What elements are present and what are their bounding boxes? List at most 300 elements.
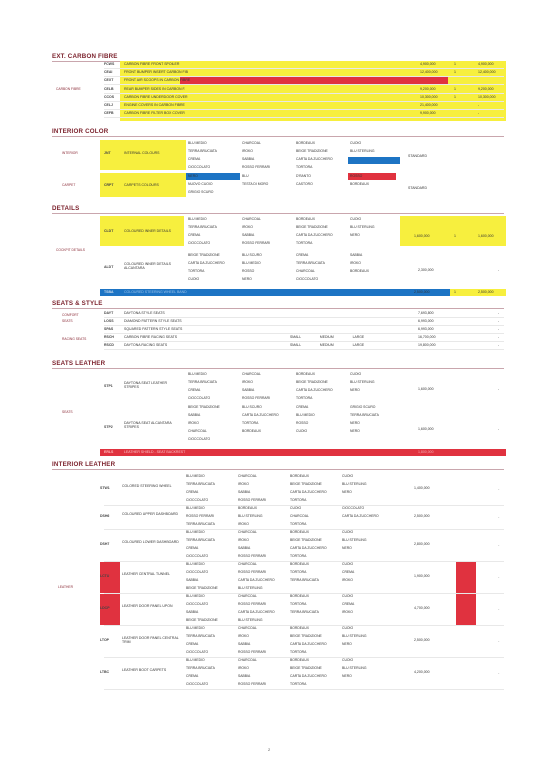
grid-cell: CREMA: [186, 546, 199, 550]
grid-cell: BEIGE TRADIZIONE: [186, 586, 218, 590]
grid-cell: TORTORA: [290, 602, 307, 606]
price: 2,500,000: [414, 638, 430, 642]
grid-cell: IROKO: [242, 149, 253, 153]
highlight-band: [348, 157, 400, 164]
grid-cell: NERO: [350, 429, 360, 433]
divider: [104, 117, 504, 118]
option-code: DSH6: [100, 514, 110, 518]
price-total: 2,500,000: [478, 290, 494, 294]
category-label: RACING SEATS: [62, 337, 87, 341]
grid-cell: IROKO: [350, 261, 361, 265]
option-desc: LEATHER CENTRAL TUNNEL: [122, 572, 170, 576]
category-label: SEATS: [62, 410, 73, 414]
grid-cell: CARTA DA ZUCCHERO: [290, 546, 327, 550]
category-label: LEATHER: [58, 585, 73, 589]
grid-cell: TORTORA: [242, 421, 259, 425]
grid-cell: BLU STERLING: [350, 149, 375, 153]
qty: 1: [454, 234, 456, 238]
grid-cell: BLU STERLING: [342, 482, 367, 486]
grid-cell: CARTA DA ZUCCHERO: [290, 674, 327, 678]
option-code: DAYT: [104, 311, 114, 315]
price: 10,300,000: [420, 94, 438, 99]
section-title: SEATS LEATHER: [52, 360, 106, 367]
highlight-band: [400, 216, 506, 246]
grid-cell: BLU STERLING: [238, 514, 263, 518]
grid-cell: GRIGIO SCURO: [350, 405, 376, 409]
category-label: SEATS: [62, 319, 73, 323]
section-title: SEATS & STYLE: [52, 300, 103, 307]
option-code: LCTU: [100, 574, 110, 578]
option-desc: DIAMOND PATTERN STYLE SEATS: [124, 319, 182, 323]
price-total: -: [498, 319, 500, 323]
qty: 1: [454, 62, 456, 66]
grid-cell: ROSSO FERRARI: [238, 570, 267, 574]
grid-cell: BLU MEDIO: [188, 372, 207, 376]
grid-cell: CREMA: [296, 405, 309, 409]
option-desc: DAYTONA SEAT ALCANTARA STRIPES: [124, 421, 172, 429]
grid-cell: TORTORA: [290, 570, 307, 574]
grid-cell: CIOCCOLATO: [186, 650, 209, 654]
grid-cell: ROSSO FERRARI: [238, 554, 267, 558]
grid-cell: BORDEAUX: [296, 372, 316, 376]
qty: 1: [454, 94, 456, 99]
grid-cell: BORDEAUX: [296, 141, 316, 145]
price: 9,200,000: [420, 86, 436, 91]
grid-cell: TERRA BRUCIATA: [296, 261, 325, 265]
grid-cell: BORDEAUX: [290, 594, 310, 598]
grid-cell: BLU SCURO: [242, 253, 262, 257]
option-desc: LEATHER DOOR PANEL CENTRAL TRIM: [122, 636, 179, 644]
option-code: ALDT: [104, 265, 114, 269]
grid-cell: TERRA BRUCIATA: [188, 149, 217, 153]
option-code: STP1: [104, 384, 113, 388]
price: 4,700,000: [414, 606, 430, 610]
grid-cell: CHARCOAL: [242, 217, 261, 221]
option-code: RSCH: [104, 335, 114, 339]
grid-cell: CHARCOAL: [296, 269, 315, 273]
grid-cell: ROSSO FERRARI: [238, 650, 267, 654]
grid-cell: SABBIA: [242, 233, 255, 237]
divider: [104, 101, 504, 102]
option-code: DSH7: [100, 542, 110, 546]
price: 1,400,000: [414, 486, 430, 490]
grid-cell: CARTA DA ZUCCHERO: [238, 610, 275, 614]
grid-cell: TORTORA: [296, 396, 313, 400]
grid-cell: CREMA: [342, 570, 355, 574]
option-code: STP2: [104, 425, 113, 429]
grid-cell: CHARCOAL: [238, 626, 257, 630]
grid-cell: BLU MEDIO: [188, 217, 207, 221]
divider: [104, 93, 504, 94]
grid-cell: BEIGE TRADIZIONE: [296, 380, 328, 384]
divider: [104, 84, 504, 85]
qty: 1: [454, 290, 456, 294]
price: 1,800,000: [418, 450, 434, 454]
grid-cell: CASTORO: [296, 182, 313, 186]
grid-cell: NERO: [342, 490, 352, 494]
grid-cell: BORDEAUX: [238, 506, 258, 510]
grid-cell: CIOCCOLATO: [188, 437, 211, 441]
grid-cell: NERO: [350, 421, 360, 425]
grid-cell: CREMA: [296, 253, 309, 257]
grid-cell: CARTA DA ZUCCHERO: [296, 388, 333, 392]
grid-cell: ROSSO FERRARI: [238, 602, 267, 606]
price: 2,500,000: [414, 514, 430, 518]
price: 16,700,000: [418, 335, 436, 339]
grid-cell: CARTA DA ZUCCHERO: [342, 514, 379, 518]
grid-cell: BLU MEDIO: [186, 474, 205, 478]
price: 6,993,000: [418, 319, 434, 323]
grid-cell: CARTA DA ZUCCHERO: [242, 413, 279, 417]
option-desc: LEATHER DOOR PANEL UPON: [122, 604, 173, 608]
divider: [52, 308, 504, 309]
price-total: -: [498, 327, 500, 331]
grid-cell: BEIGE TRADIZIONE: [290, 482, 322, 486]
grid-cell: BEIGE TRADIZIONE: [290, 666, 322, 670]
price: 9,900,000: [420, 111, 436, 116]
grid-cell: CREMA: [188, 388, 201, 392]
grid-cell: CUOIO: [342, 626, 354, 630]
divider: [52, 368, 504, 369]
divider: [52, 136, 504, 137]
price-total: 10,300,000: [478, 94, 496, 99]
price: 6,993,000: [418, 327, 434, 331]
grid-cell: TORTORA: [296, 241, 313, 245]
option-desc: COLOURED UPPER DASHBOARD: [122, 512, 179, 516]
grid-cell: ROSSO: [242, 269, 255, 273]
grid-cell: SABBIA: [188, 413, 201, 417]
price: 2,300,000: [418, 268, 434, 272]
grid-cell: BORDEAUX: [290, 658, 310, 662]
grid-cell: CUOIO: [350, 141, 362, 145]
grid-cell: CREMA: [188, 233, 201, 237]
option-desc: SQUARED PATTERN STYLE SEATS: [124, 327, 183, 331]
grid-cell: CUOIO: [342, 594, 354, 598]
price: 2,500,000: [414, 290, 430, 294]
grid-cell: BLU MEDIO: [186, 594, 205, 598]
grid-cell: NUOVO CUOIO: [188, 182, 213, 186]
grid-cell: TERRA BRUCIATA: [188, 225, 217, 229]
grid-cell: IROKO: [242, 225, 253, 229]
option-code: CEXT: [104, 78, 114, 83]
option-code: TSBA: [104, 290, 114, 294]
grid-cell: SABBIA: [238, 546, 251, 550]
grid-cell: IROKO: [242, 380, 253, 384]
grid-cell: TERRA BRUCIATA: [290, 578, 319, 582]
grid-cell: CIOCCOLATO: [342, 506, 365, 510]
grid-cell: BLU MEDIO: [186, 530, 205, 534]
price: STANDARD: [408, 154, 427, 158]
grid-cell: NERO: [188, 174, 198, 178]
section-title: EXT. CARBON FIBRE: [52, 53, 118, 60]
grid-cell: CREMA: [186, 642, 199, 646]
option-code: LTOP: [100, 638, 110, 642]
option-code: LOSS: [104, 319, 114, 323]
grid-cell: BLU STERLING: [342, 666, 367, 670]
grid-cell: BEIGE TRADIZIONE: [188, 405, 220, 409]
grid-cell: BEIGE TRADIZIONE: [188, 253, 220, 257]
grid-cell: CUOIO: [188, 277, 200, 281]
price-total: -: [498, 311, 500, 315]
qty: 1: [454, 86, 456, 91]
grid-cell: BLU STERLING: [350, 380, 375, 384]
grid-cell: BLU STERLING: [350, 225, 375, 229]
grid-cell: GRIGIO SCURO: [188, 190, 214, 194]
price-total: 4,900,000: [478, 62, 494, 66]
price: 12,400,000: [420, 70, 438, 75]
grid-cell: CUOIO: [290, 506, 302, 510]
option-desc: ENGINE COVERS IN CARBON FIBRE: [124, 103, 185, 107]
grid-cell: ROSSO FERRARI: [238, 498, 267, 502]
size-options: SMALL MEDIUM LARGE: [290, 335, 365, 339]
grid-cell: BEIGE TRADIZIONE: [290, 634, 322, 638]
divider: [104, 505, 504, 506]
price: 4,900,000: [420, 62, 436, 66]
grid-cell: NERO: [242, 277, 252, 281]
category-label: INTERIOR: [62, 151, 78, 155]
qty: 1: [454, 70, 456, 75]
grid-cell: TERRA BRUCIATA: [290, 610, 319, 614]
option-desc: FRONT BUMPER INSERT CARBON FIB: [124, 70, 188, 75]
grid-cell: BEIGE TRADIZIONE: [186, 618, 218, 622]
grid-cell: IROKO: [238, 634, 249, 638]
grid-cell: BLU STERLING: [342, 634, 367, 638]
option-code: CLDT: [104, 229, 114, 233]
option-code: CRPT: [104, 183, 114, 187]
grid-cell: NERO: [350, 388, 360, 392]
option-desc: CARBON FIBRE UNDERDOOR COVER: [124, 94, 188, 99]
divider: [104, 333, 504, 334]
grid-cell: CIOCCOLATO: [186, 554, 209, 558]
grid-cell: IROKO: [238, 482, 249, 486]
divider: [52, 469, 504, 470]
grid-cell: TORTORA: [188, 269, 205, 273]
grid-cell: CHARCOAL: [290, 514, 309, 518]
grid-cell: IROKO: [342, 610, 353, 614]
grid-cell: ROSSO FERRARI: [242, 396, 271, 400]
grid-cell: TORTORA: [290, 498, 307, 502]
grid-cell: TESTA DI MORO: [242, 182, 269, 186]
grid-cell: NERO: [342, 674, 352, 678]
option-desc: COLOURED LOWER DASHBOARD: [122, 540, 179, 544]
grid-cell: BORDEAUX: [350, 182, 370, 186]
dash: -: [498, 638, 500, 643]
highlight-band: [456, 562, 476, 593]
grid-cell: SABBIA: [238, 674, 251, 678]
grid-cell: CHARCOAL: [242, 141, 261, 145]
grid-cell: CREMA: [342, 602, 355, 606]
divider: [104, 341, 504, 342]
option-code: CELJ: [104, 103, 113, 107]
option-desc: INTERNAL COLOURS: [124, 151, 160, 155]
grid-cell: BORDEAUX: [290, 530, 310, 534]
divider: [104, 317, 504, 318]
option-desc: REAR BUMPER SIDES IN CARBON F.: [124, 86, 186, 91]
grid-cell: ROSSO FERRARI: [242, 165, 271, 169]
grid-cell: IROKO: [238, 666, 249, 670]
grid-cell: CUOIO: [296, 429, 308, 433]
grid-cell: CARTA DA ZUCCHERO: [290, 642, 327, 646]
grid-cell: CARTA DA ZUCCHERO: [296, 157, 333, 161]
grid-cell: BORDEAUX: [350, 269, 370, 273]
option-desc: COLORED STEERING WHEEL: [122, 484, 172, 488]
grid-cell: BORDEAUX: [296, 217, 316, 221]
grid-cell: TORTORA: [290, 522, 307, 526]
grid-cell: CHARCOAL: [238, 562, 257, 566]
dash: -: [498, 574, 500, 579]
grid-cell: CIOCCOLATO: [186, 570, 209, 574]
price-total: 12,400,000: [478, 70, 496, 75]
grid-cell: CIOCCOLATO: [186, 602, 209, 606]
grid-cell: BORDEAUX: [290, 626, 310, 630]
grid-cell: TERRA BRUCIATA: [188, 380, 217, 384]
price-total: -: [498, 268, 500, 272]
grid-cell: BLU STERLING: [238, 586, 263, 590]
option-desc: COLOURED INNER DETAILS ALCANTARA: [124, 262, 171, 270]
grid-cell: BEIGE TRADIZIONE: [290, 538, 322, 542]
grid-cell: CUOIO: [342, 530, 354, 534]
grid-cell: TERRA BRUCIATA: [186, 538, 215, 542]
page-number: 2: [268, 747, 271, 752]
category-label: CARPET: [62, 183, 76, 187]
option-desc: COLOURED INNER DETAILS: [124, 229, 171, 233]
grid-cell: SABBIA: [238, 490, 251, 494]
option-desc: DAYTONA STYLE SEATS: [124, 311, 165, 315]
option-code: ERLS: [104, 450, 114, 454]
price: 1,900,000: [414, 574, 430, 578]
option-code: JNT: [104, 151, 111, 155]
option-code: LTBC: [100, 670, 110, 674]
grid-cell: BLU MEDIO: [186, 658, 205, 662]
grid-cell: IROKO: [188, 421, 199, 425]
grid-cell: BLU MEDIO: [186, 626, 205, 630]
price-total: -: [498, 387, 500, 391]
grid-cell: BORDEAUX: [290, 474, 310, 478]
option-desc: FRONT AIR SCOOPS IN CARBON FIBRE: [124, 78, 191, 83]
grid-cell: SABBIA: [186, 578, 199, 582]
grid-cell: CHARCOAL: [238, 474, 257, 478]
option-desc: CARBON FIBRE FRONT SPOILER: [124, 62, 180, 66]
grid-cell: ROSSO: [296, 421, 309, 425]
price-total: -: [498, 335, 500, 339]
dash: -: [498, 606, 500, 611]
option-code: CEAI: [104, 70, 113, 75]
grid-cell: ROSSO FERRARI: [186, 514, 215, 518]
grid-cell: SABBIA: [238, 642, 251, 646]
grid-cell: SABBIA: [186, 610, 199, 614]
highlight-band: [456, 594, 476, 625]
grid-cell: CREMA: [186, 674, 199, 678]
divider: [104, 689, 504, 690]
option-code: CCOS: [104, 94, 115, 99]
price: 1,600,000: [418, 427, 434, 431]
grid-cell: BLU MEDIO: [186, 506, 205, 510]
divider: [52, 213, 504, 214]
grid-cell: CARTA DA ZUCCHERO: [290, 490, 327, 494]
option-code: LDCP: [100, 606, 110, 610]
grid-cell: CHARCOAL: [238, 530, 257, 534]
divider: [104, 325, 504, 326]
price: 19,800,000: [418, 343, 436, 347]
grid-cell: CREMA: [188, 157, 201, 161]
grid-cell: TORTORA: [290, 682, 307, 686]
grid-cell: BLU MEDIO: [296, 413, 315, 417]
grid-cell: CREMA: [186, 490, 199, 494]
grid-cell: IROKO: [238, 538, 249, 542]
grid-cell: ROSSO: [350, 174, 363, 178]
grid-cell: CUOIO: [342, 562, 354, 566]
option-code: CEFB: [104, 111, 114, 116]
price: 21,400,000: [420, 103, 438, 107]
option-desc: CARBON FIBRE FILTER BOX COVER: [124, 111, 185, 116]
option-code: STW1: [100, 486, 110, 490]
option-desc: DAYTONA RACING SEATS: [124, 343, 168, 347]
section-title: DETAILS: [52, 205, 80, 212]
grid-cell: CARTA DA ZUCCHERO: [238, 578, 275, 582]
highlight-band: [448, 77, 506, 84]
grid-cell: CHARCOAL: [238, 658, 257, 662]
grid-cell: BLU SCURO: [242, 405, 262, 409]
category-label: CARBON FIBRE: [56, 86, 81, 91]
price: STANDARD: [408, 186, 427, 190]
grid-cell: BLU STERLING: [342, 538, 367, 542]
grid-cell: D'RANTO: [296, 174, 311, 178]
price-total: -: [478, 111, 480, 116]
grid-cell: BEIGE TRADIZIONE: [296, 225, 328, 229]
grid-cell: CIOCCOLATO: [188, 165, 211, 169]
price: 2,800,000: [414, 542, 430, 546]
grid-cell: CIOCCOLATO: [188, 241, 211, 245]
grid-cell: IROKO: [238, 522, 249, 526]
grid-cell: CIOCCOLATO: [296, 277, 319, 281]
grid-cell: NERO: [342, 546, 352, 550]
grid-cell: CHARCOAL: [242, 372, 261, 376]
grid-cell: BLU: [242, 174, 249, 178]
price: 1,600,000: [418, 387, 434, 391]
highlight-band: [100, 140, 186, 170]
grid-cell: BLU MEDIO: [242, 261, 261, 265]
grid-cell: TERRA BRUCIATA: [350, 413, 379, 417]
option-code: SPAS: [104, 327, 114, 331]
grid-cell: TERRA BRUCIATA: [186, 522, 215, 526]
grid-cell: BLU MEDIO: [186, 562, 205, 566]
grid-cell: CUOIO: [350, 372, 362, 376]
option-desc: CARBON FIBRE RACING SEATS: [124, 335, 178, 339]
grid-cell: BORDEAUX: [290, 562, 310, 566]
grid-cell: TORTORA: [290, 554, 307, 558]
grid-cell: SABBIA: [242, 388, 255, 392]
grid-cell: CUOIO: [342, 474, 354, 478]
divider: [104, 76, 504, 77]
price-total: -: [498, 343, 500, 347]
option-desc: COLOURED STEERING WHEEL BAND: [124, 290, 187, 294]
section-title: INTERIOR LEATHER: [52, 461, 116, 468]
option-desc: DAYTONA SEAT LEATHER STRIPES: [124, 381, 168, 389]
price: 4,200,000: [414, 670, 430, 674]
grid-cell: SABBIA: [242, 157, 255, 161]
grid-cell: CIOCCOLATO: [188, 396, 211, 400]
size-options: SMALL MEDIUM LARGE: [290, 343, 365, 347]
dash: -: [498, 670, 500, 675]
grid-cell: CIOCCOLATO: [186, 682, 209, 686]
grid-cell: CHARCOAL: [238, 594, 257, 598]
grid-cell: TERRA BRUCIATA: [186, 666, 215, 670]
category-label: COCKPIT DETAILS: [56, 248, 86, 252]
grid-cell: CARTA DA ZUCCHERO: [296, 233, 333, 237]
price-total: 9,200,000: [478, 86, 494, 91]
grid-cell: NERO: [342, 642, 352, 646]
category-label: COMFORT: [62, 313, 79, 317]
